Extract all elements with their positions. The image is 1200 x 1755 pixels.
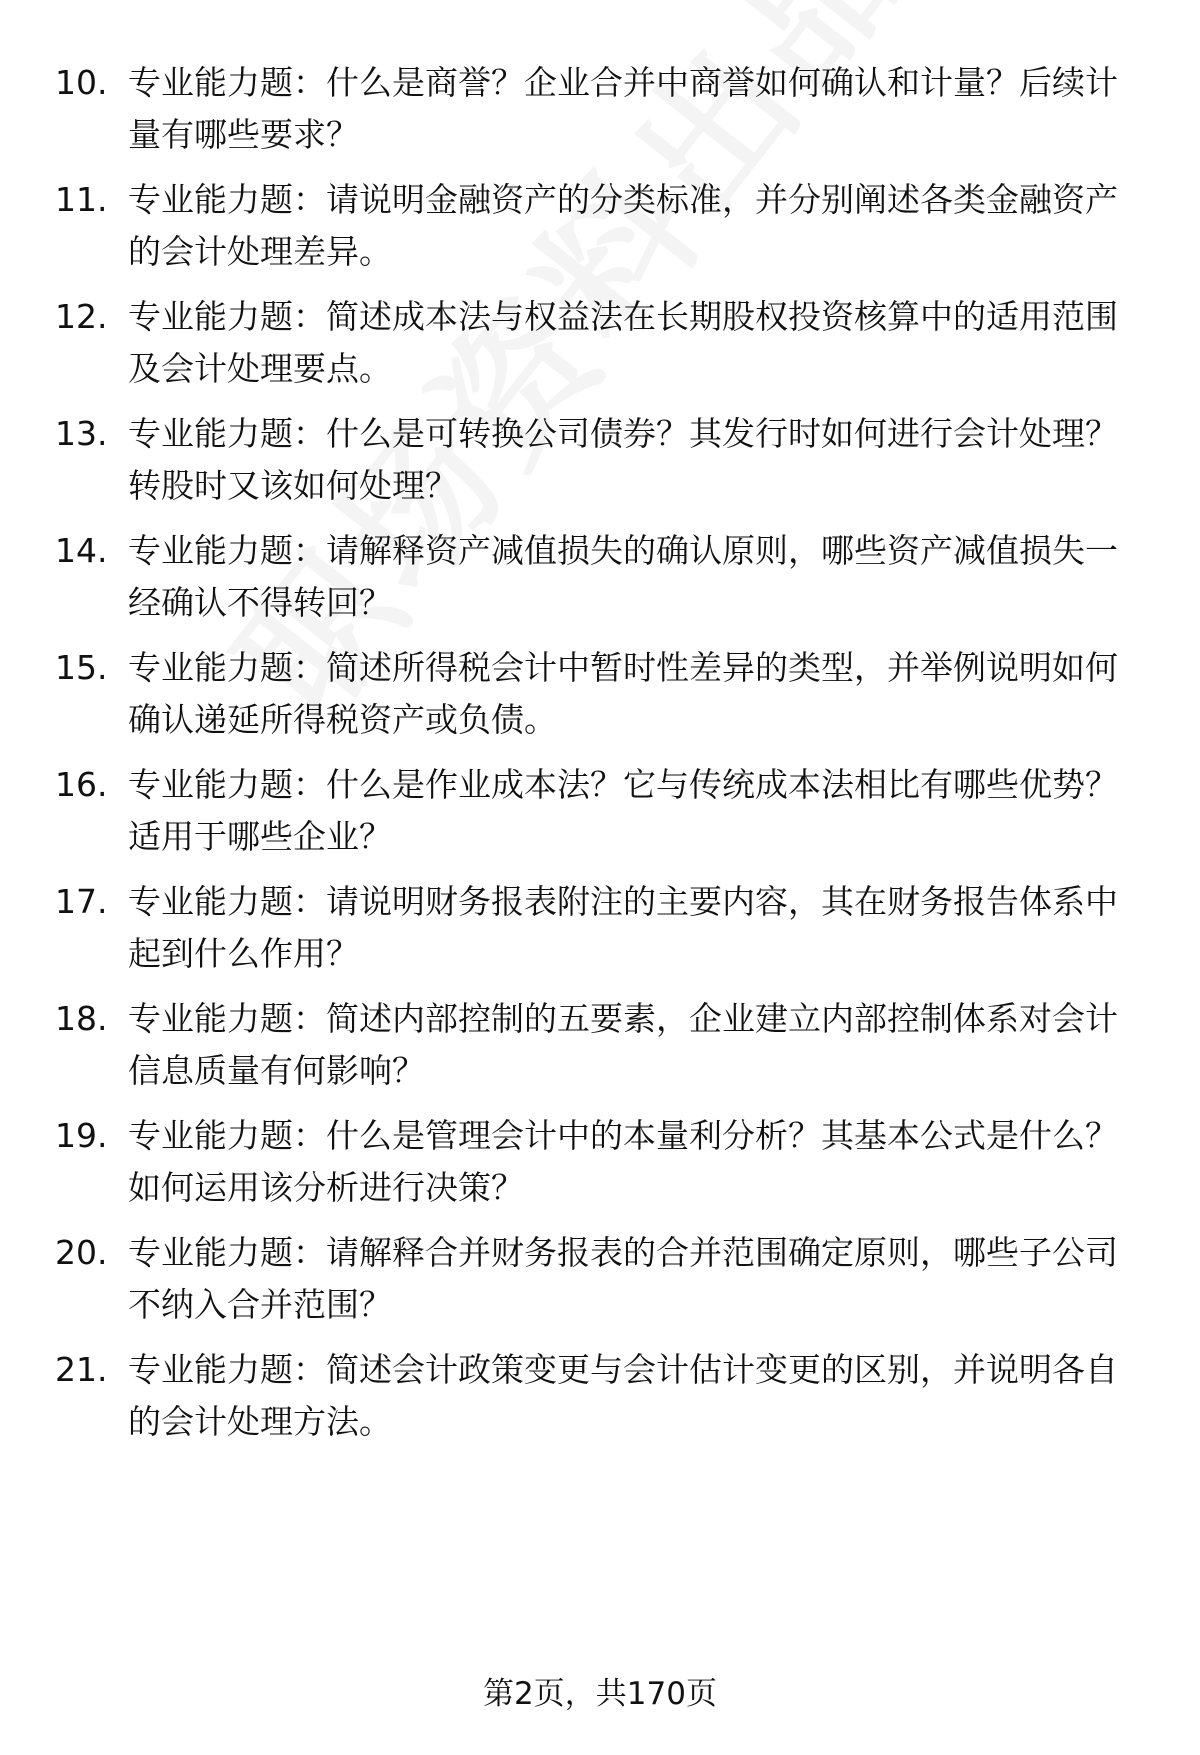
question-item <box>55 525 1145 635</box>
question-number: 10. <box>55 63 108 102</box>
question-text: 专业能力题：简述所得税会计中暂时性差异的类型，并举例说明如何确认递延所得税资产或负债。 <box>128 648 1118 739</box>
question-number: 13. <box>55 414 108 453</box>
question-number: 18. <box>55 999 108 1038</box>
question-item <box>55 291 1145 401</box>
question-number: 16. <box>55 765 108 804</box>
question-text: 专业能力题：简述会计政策变更与会计估计变更的区别，并说明各自的会计处理方法。 <box>128 1350 1118 1441</box>
question-item <box>55 642 1145 752</box>
question-number: 11. <box>55 180 108 219</box>
question-number: 12. <box>55 297 108 336</box>
question-text: 专业能力题：什么是可转换公司债券？其发行时如何进行会计处理？转股时又该如何处理？ <box>128 414 1118 505</box>
question-item <box>55 174 1145 284</box>
question-item <box>55 993 1145 1103</box>
question-text: 专业能力题：简述内部控制的五要素，企业建立内部控制体系对会计信息质量有何影响？ <box>128 999 1118 1090</box>
question-text: 专业能力题：请说明财务报表附注的主要内容，其在财务报告体系中起到什么作用？ <box>128 882 1118 973</box>
question-number: 17. <box>55 882 108 921</box>
question-item <box>55 408 1145 518</box>
question-number: 19. <box>55 1116 108 1155</box>
question-item <box>55 759 1145 869</box>
question-number: 15. <box>55 648 108 687</box>
question-text: 专业能力题：什么是管理会计中的本量利分析？其基本公式是什么？如何运用该分析进行决策？ <box>128 1116 1118 1207</box>
question-number: 14. <box>55 531 108 570</box>
question-text: 专业能力题：简述成本法与权益法在长期股权投资核算中的适用范围及会计处理要点。 <box>128 297 1118 388</box>
page-footer <box>0 1674 1200 1714</box>
question-item <box>55 876 1145 986</box>
question-item <box>55 1344 1145 1454</box>
question-text: 专业能力题：请说明金融资产的分类标准，并分别阐述各类金融资产的会计处理差异。 <box>128 180 1118 271</box>
page-number-label: 第2页，共170页 <box>483 1676 717 1712</box>
question-number: 20. <box>55 1233 108 1272</box>
question-item <box>55 1110 1145 1220</box>
question-text: 专业能力题：什么是商誉？企业合并中商誉如何确认和计量？后续计量有哪些要求？ <box>128 63 1118 154</box>
question-number: 21. <box>55 1350 108 1389</box>
question-text: 专业能力题：请解释资产减值损失的确认原则，哪些资产减值损失一经确认不得转回？ <box>128 531 1118 622</box>
question-text: 专业能力题：请解释合并财务报表的合并范围确定原则，哪些子公司不纳入合并范围？ <box>128 1233 1118 1324</box>
question-text: 专业能力题：什么是作业成本法？它与传统成本法相比有哪些优势？适用于哪些企业？ <box>128 765 1118 856</box>
question-item <box>55 1227 1145 1337</box>
question-item <box>55 57 1145 167</box>
